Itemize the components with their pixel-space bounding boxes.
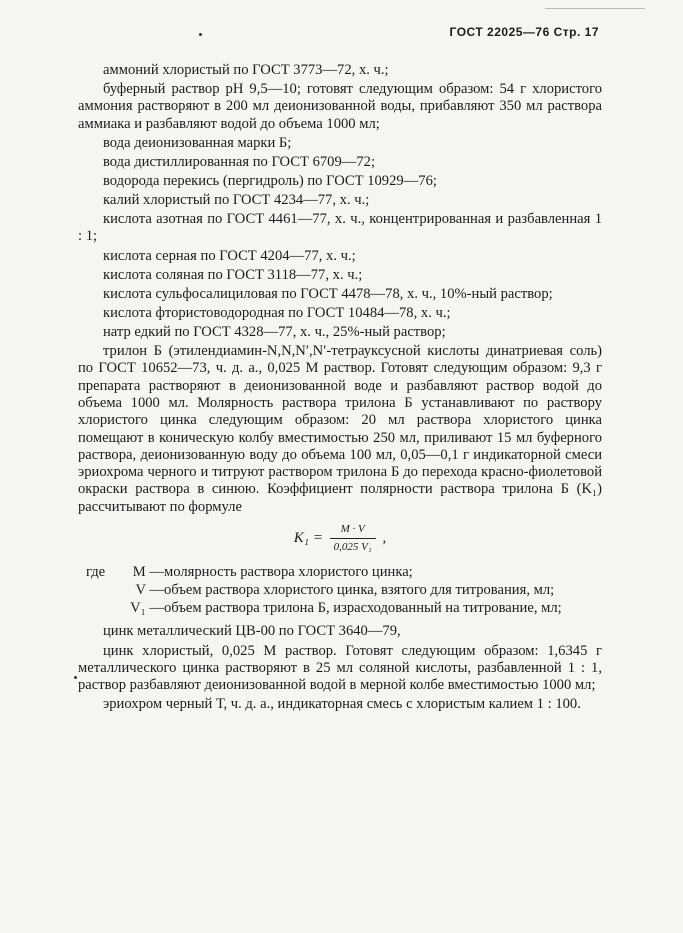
paragraph: кислота соляная по ГОСТ 3118—77, х. ч.;	[103, 266, 363, 283]
formula-fraction	[330, 521, 376, 557]
formula-denominator: 0,025 V₁	[333, 541, 372, 554]
formula-numerator: M · V	[330, 521, 376, 539]
paragraph: кислота сульфосалициловая по ГОСТ 4478—78, х. ч., 10%-ный раствор;	[103, 285, 553, 302]
where-symbol: V —	[135, 581, 164, 598]
formula-tail: ,	[382, 530, 387, 547]
document-body	[78, 62, 602, 715]
page-header: ГОСТ 22025—76 Стр. 17	[449, 25, 599, 39]
paragraph: натр едкий по ГОСТ 4328—77, х. ч., 25%-ный раствор;	[103, 323, 446, 340]
where-symbol: M —	[132, 563, 164, 580]
where-text: объем раствора трилона Б, израсходованный на титрование, мл;	[164, 600, 562, 617]
where-row	[78, 582, 602, 599]
paragraph: вода дистиллированная по ГОСТ 6709—72;	[103, 153, 375, 170]
paragraph: кислота фтористоводородная по ГОСТ 10484—78, х. ч.;	[103, 304, 451, 321]
formula-lhs: K₁ =	[293, 530, 323, 547]
paragraph: цинк металлический ЦВ-00 по ГОСТ 3640—79,	[103, 623, 401, 640]
where-intro: где	[86, 563, 106, 580]
formula	[78, 521, 602, 557]
paragraph: цинк хлористый, 0,025 М раствор. Готовят следующим образом: 1,6345 г металлического цинка растворяют в 25 мл соляной кислоты, разбавленной 1 : 1, раствор разбавляют деионизованной водой в мерной колбе вместимостью 1000 мл;	[78, 642, 602, 694]
paragraph: буферный раствор pH 9,5—10; готовят следующим образом: 54 г хлористого аммония растворяют в 200 мл деионизованной воды, прибавляют 350 мл раствора аммиака и разбавляют водой до объема 1000 мл;	[78, 81, 602, 132]
paragraph: эриохром черный Т, ч. д. а., индикаторная смесь с хлористым калием 1 : 100.	[103, 696, 581, 713]
where-text: молярность раствора хлористого цинка;	[164, 563, 413, 580]
where-symbol: V₁ —	[130, 600, 164, 617]
scan-line	[545, 8, 645, 9]
paragraph: кислота серная по ГОСТ 4204—77, х. ч.;	[103, 247, 356, 264]
paragraph: водорода перекись (пергидроль) по ГОСТ 10929—76;	[103, 172, 437, 189]
paragraph: вода деионизованная марки Б;	[103, 134, 292, 151]
where-text: объем раствора хлористого цинка, взятого для титрования, мл;	[164, 581, 555, 598]
paragraph: аммоний хлористый по ГОСТ 3773—72, х. ч.;	[103, 62, 389, 78]
where-row	[78, 564, 602, 581]
scan-dot	[199, 33, 202, 36]
where-row	[78, 600, 602, 617]
paragraph: кислота азотная по ГОСТ 4461—77, х. ч., концентрированная и разбавленная 1 : 1;	[78, 211, 602, 245]
paragraph: калий хлористый по ГОСТ 4234—77, х. ч.;	[103, 192, 370, 209]
scan-dot	[74, 676, 77, 679]
paragraph: трилон Б (этилендиамин-N,N,N′,N′-тетрауксусной кислоты динатриевая соль) по ГОСТ 10652—73, ч. д. а., 0,025 М раствор. Готовят следующим образом: 9,3 г препарата растворяют в деионизованной воде и разбавляют раствор водой до объема 1000 мл. Молярность раствора трилона Б устанавливают по раствору хлористого цинка следующим образом: 20 мл раствора хлористого цинка помещают в коническую колбу вместимостью 250 мл, приливают 15 мл буферного раствора, деионизованную воду до объема 100 мл, 0,05—0,1 г индикаторной смеси эриохрома черного и титруют раствором трилона Б до перехода красно-фиолетовой окраски раствора в синюю. Коэффициент полярности раствора трилона Б (K₁) рассчитывают по формуле	[78, 343, 602, 515]
